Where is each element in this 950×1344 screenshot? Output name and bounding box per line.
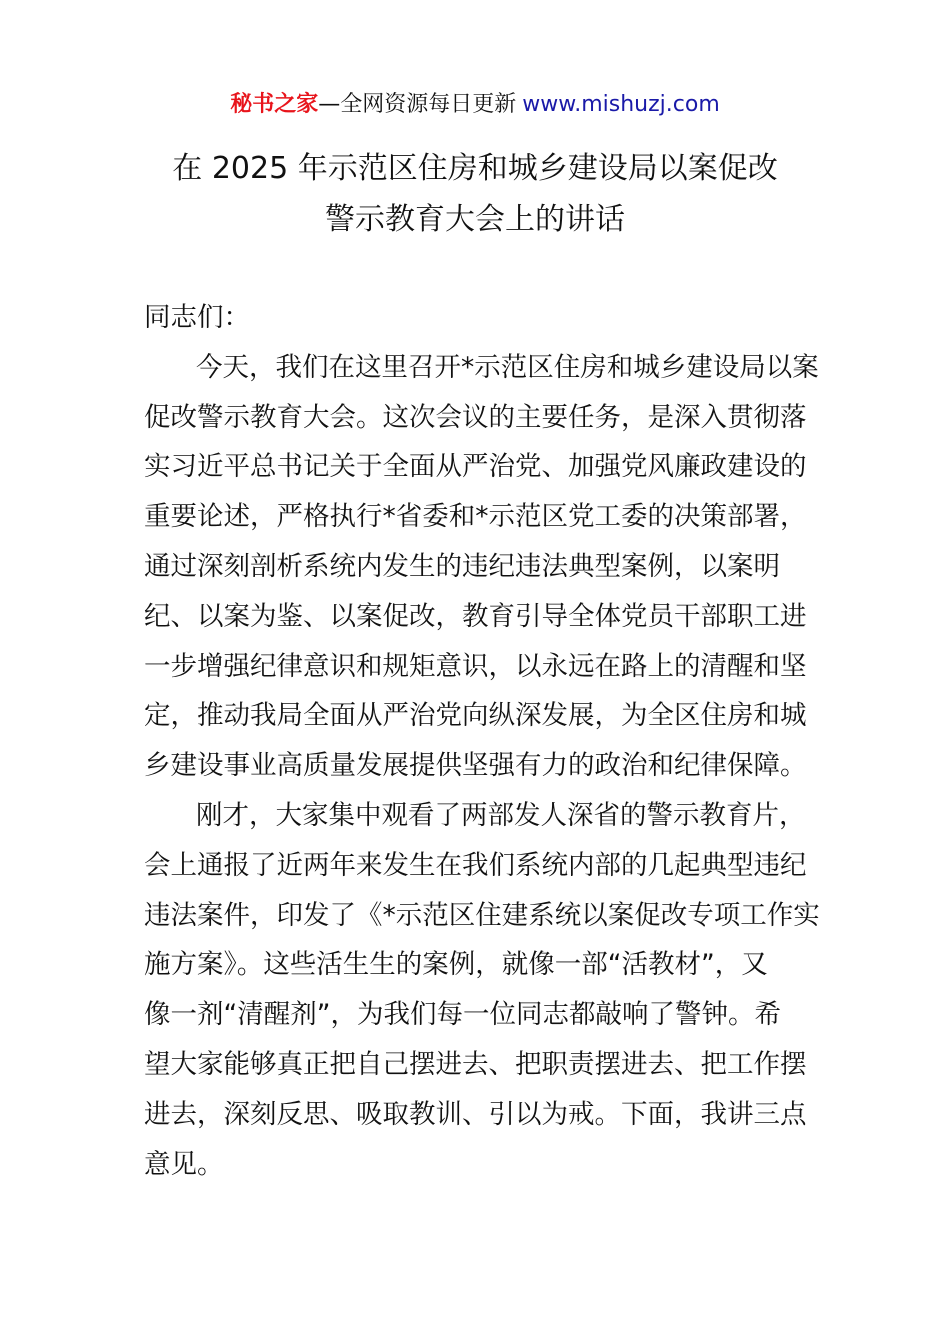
paragraph-line: 实习近平总书记关于全面从严治党、加强党风廉政建设的 — [144, 451, 807, 483]
paragraph-line: 定，推动我局全面从严治党向纵深发展，为全区住房和城 — [144, 700, 807, 732]
paragraph-line: 会上通报了近两年来发生在我们系统内部的几起典型违纪 — [144, 849, 807, 881]
paragraph-line: 通过深刻剖析系统内发生的违纪违法典型案例，以案明 — [144, 550, 780, 582]
paragraph-line: 重要论述，严格执行*省委和*示范区党工委的决策部署， — [144, 501, 807, 533]
paragraph-line: 纪、以案为鉴、以案促改，教育引导全体党员干部职工进 — [144, 600, 807, 632]
paragraph-line: 意见。 — [144, 1148, 224, 1180]
title-line: 警示教育大会上的讲话 — [325, 202, 625, 237]
brand-name: 秘书之家 — [230, 92, 319, 117]
paragraph-line: 一步增强纪律意识和规矩意识，以永远在路上的清醒和坚 — [144, 650, 807, 682]
paragraph-line: 刚才，大家集中观看了两部发人深省的警示教育片， — [196, 799, 806, 831]
header-tagline: —全网资源每日更新 — [318, 92, 517, 117]
paragraph-line: 违法案件，印发了《*示范区住建系统以案促改专项工作实 — [144, 899, 820, 931]
site-header — [0, 88, 950, 122]
site-url-link[interactable]: www.mishuzj.com — [522, 92, 720, 117]
document-title — [0, 143, 950, 245]
salutation: 同志们： — [144, 302, 250, 333]
paragraph-line: 施方案》。这些活生生的案例，就像一部“活教材”，又 — [144, 949, 768, 981]
paragraph-line: 乡建设事业高质量发展提供坚强有力的政治和纪律保障。 — [144, 750, 807, 782]
paragraph-line: 望大家能够真正把自己摆进去、把职责摆进去、把工作摆 — [144, 1048, 807, 1080]
paragraph-line: 像一剂“清醒剂”，为我们每一位同志都敲响了警钟。希 — [144, 999, 781, 1031]
paragraph-1 — [144, 343, 819, 791]
title-line: 在 2025 年示范区住房和城乡建设局以案促改 — [172, 151, 778, 186]
paragraph-2 — [144, 791, 820, 1189]
document-body — [144, 293, 820, 1189]
paragraph-line: 今天，我们在这里召开*示范区住房和城乡建设局以案 — [196, 351, 819, 383]
paragraph-line: 促改警示教育大会。这次会议的主要任务，是深入贯彻落 — [144, 401, 807, 433]
paragraph-line: 进去，深刻反思、吸取教训、引以为戒。下面，我讲三点 — [144, 1098, 807, 1130]
